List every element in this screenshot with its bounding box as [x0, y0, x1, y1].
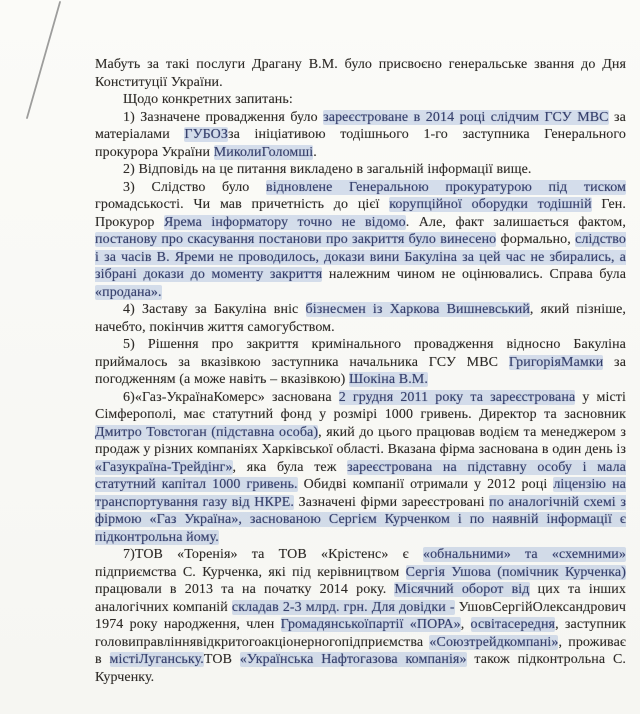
paragraph [95, 91, 626, 109]
text-run: 4) Заставу за Бакуліна вніс [123, 302, 306, 317]
text-run: , проживає в [95, 634, 626, 667]
text-run: 5) Рішення про закриття кримінального провадження відносно Бакуліна приймалось за вказівкою заступника начальника ГСУ МВС [95, 337, 626, 370]
text-run: Зазначені фірми зареєстровані [294, 494, 490, 510]
highlighted-text-run: «продана». [95, 284, 162, 300]
highlighted-text-run: Сергія Ушова (помічник Курченка) [405, 564, 626, 580]
paragraph [95, 179, 626, 302]
text-run: належним чином не оцінювались. Справа була [322, 267, 627, 282]
text-run: 7)ТОВ «Торенія» та ТОВ «Крістенс» є [123, 547, 423, 562]
highlighted-text-run: освітасередня [470, 617, 556, 632]
text-run: Ген. Прокурор [95, 197, 626, 230]
text-run: , яка була теж [232, 459, 348, 475]
highlighted-text-run: ліцензію на транспортування газу від НКРЕ. [95, 477, 626, 510]
highlighted-text-run: Шокіна В.М. [349, 372, 428, 387]
paragraph [95, 546, 626, 686]
paragraph [95, 336, 626, 389]
highlighted-text-run: постанову про скасування постанови про закриття було винесено [95, 232, 497, 247]
highlighted-text-run: Місячний оборот від [394, 582, 530, 597]
text-run: також підконтрольна С. Курченку. [95, 652, 626, 685]
text-run: . Але, факт залишається фактом, [405, 214, 626, 230]
highlighted-text-run: Ярема інформатору точно не відомо [163, 214, 406, 230]
highlighted-text-run: 2 грудня 2011 року та зареєстрована [338, 389, 576, 405]
document-text-block [95, 56, 626, 686]
text-run: 1) Зазначене провадження було [123, 109, 324, 125]
text-run: працювали в 2013 та на початку 2014 року. [95, 582, 395, 597]
highlighted-text-run: по аналогічній схемі з фірмою «Газ Україна», заснованою Сергієм Курченком і по наявній інформації є підконтрольна йому. [95, 494, 626, 545]
highlighted-text-run: слідство і за часів В. Яреми не проводилось, докази вини Бакуліна за цей час не збирались, а зібрані докази до моменту закриття [95, 232, 626, 282]
text-run: 3) Слідство було [123, 179, 266, 195]
highlighted-text-run: бізнесмен із Харкова Вишневський [305, 302, 530, 317]
highlighted-text-run: «обнальними» та «схемними» [422, 547, 627, 562]
highlighted-text-run: Громадянськоїпартії «ПОРА» [280, 617, 461, 632]
text-run: , [460, 617, 471, 632]
paragraph [95, 161, 626, 179]
text-run: у місті Сімферополі, має статутний фонд у розмірі 1000 гривень. Директор та засновник [95, 389, 626, 422]
paragraph [95, 389, 626, 547]
text-run: за погодженням (а може навіть – вказівкою) [95, 354, 627, 387]
paragraph [95, 301, 626, 336]
highlighted-text-run: «Газукраїна-Трейдінг» [95, 459, 233, 475]
text-run: УшовСергійОлександрович 1974 року народження, член [95, 599, 626, 632]
highlighted-text-run: ГУБОЗ [184, 127, 228, 142]
highlighted-text-run: складав 2-3 млрд. грн. Для довідки - [231, 599, 455, 615]
paragraph [95, 56, 626, 91]
text-run: за ініціативою тодішнього 1-го заступника Генерального прокурора України [95, 127, 626, 160]
text-run: підприємства С. Курченка, які під керівництвом [95, 564, 406, 580]
text-run: . [313, 144, 317, 160]
highlighted-text-run: ГригоріяМамки [508, 354, 604, 370]
text-run: Обидві компанії отримали у 2012 році [297, 477, 554, 492]
highlighted-text-run: МиколиГоломші [213, 144, 314, 160]
text-run: Щодо конкретних запитань: [123, 92, 293, 107]
highlighted-text-run: корупційної оборудки тодішній [389, 197, 592, 212]
highlighted-text-run: відновлене Генеральною прокуратурою під тиском [266, 179, 626, 195]
text-run: Мабуть за такі послуги Драгану В.М. було присвоєно генеральське звання до Дня Конституції України. [95, 57, 626, 90]
text-run: ТОВ [203, 652, 240, 667]
text-run: за матеріалами [95, 109, 626, 142]
text-run: , заступник головиправліннявідкритогоакціонерногопідприємства [95, 617, 626, 650]
highlighted-text-run: зареєстроване в 2014 році слідчим ГСУ МВС [323, 109, 609, 125]
paragraph [95, 109, 626, 162]
highlighted-text-run: «Українська Нафтогазова компанія» [239, 652, 467, 667]
highlighted-text-run: «Союзтрейдкомпані» [429, 634, 559, 650]
text-run: цих та інших аналогічних компаній [95, 582, 626, 615]
highlighted-text-run: містіЛуганську. [109, 652, 204, 667]
highlighted-text-run: Дмитро Товстоган (підставна особа) [95, 424, 319, 440]
text-run: 6)«Газ-УкраїнаКомерс» заснована [123, 389, 339, 405]
text-run: , який пізніше, начебто, покінчив життя самогубством. [95, 302, 627, 335]
highlighted-text-run: зареєстрована на підставну особу і мала статутний капітал 1000 гривень. [95, 459, 626, 492]
text-run: 2) Відповідь на це питання викладено в загальній інформації вище. [123, 162, 532, 177]
pen-stroke-mark [14, 0, 74, 126]
text-run: формально, [496, 232, 576, 247]
text-run: , який до цього працював водієм та менеджером з продаж у різних компаніях Харківської області. Вказана фірма заснована в один день із [95, 424, 626, 457]
text-run: громадськості. Чи мав причетність до цієї [95, 197, 390, 212]
